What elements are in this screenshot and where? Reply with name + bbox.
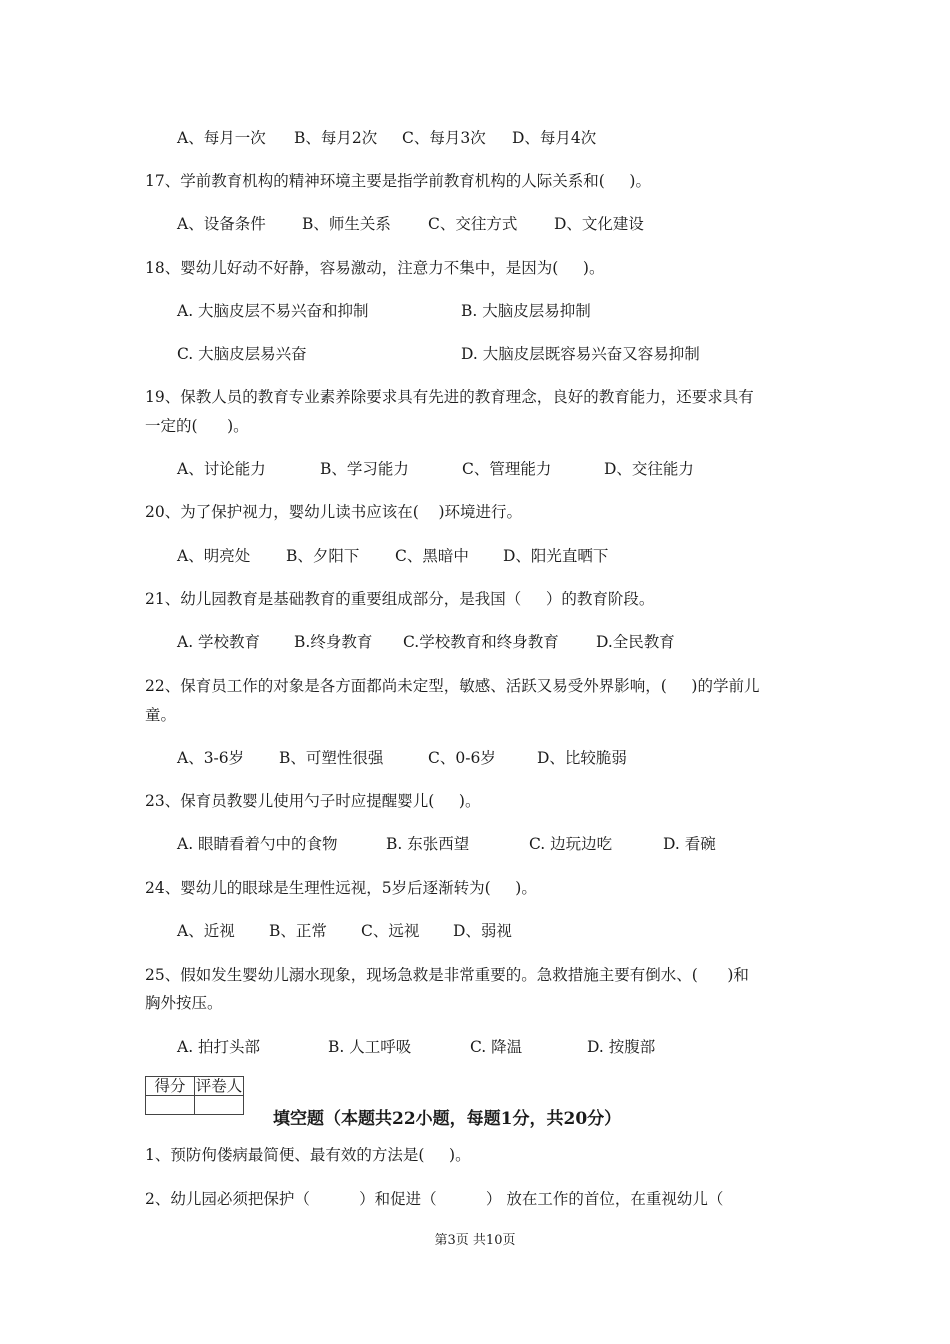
answer-option: B、夕阳下 <box>286 547 360 565</box>
answer-option: D、每月4次 <box>512 129 597 147</box>
answer-option: D、交往能力 <box>604 460 694 478</box>
question-text: 23、保育员教婴儿使用勺子时应提醒婴儿( )。 <box>145 792 481 810</box>
answer-option: A. 学校教育 <box>177 633 261 651</box>
answer-option: C、0-6岁 <box>428 749 496 767</box>
question-text: 22、保育员工作的对象是各方面都尚未定型，敏感、活跃又易受外界影响，( )的学前儿 <box>145 677 760 695</box>
answer-option: B. 人工呼吸 <box>328 1038 412 1056</box>
answer-option: C. 边玩边吃 <box>529 835 613 853</box>
question-text: 2、幼儿园必须把保护（ ）和促进（ ） 放在工作的首位，在重视幼儿（ <box>145 1190 724 1208</box>
question-text: 1、预防佝偻病最简便、最有效的方法是( )。 <box>145 1146 471 1164</box>
answer-option: D. 大脑皮层既容易兴奋又容易抑制 <box>461 345 700 363</box>
answer-option: C、每月3次 <box>402 129 486 147</box>
answer-option: A. 拍打头部 <box>177 1038 261 1056</box>
question-text: 21、幼儿园教育是基础教育的重要组成部分，是我国（ ）的教育阶段。 <box>145 590 655 608</box>
answer-option: C、交往方式 <box>428 215 518 233</box>
answer-option: D、文化建设 <box>554 215 644 233</box>
answer-option: D、阳光直晒下 <box>503 547 609 565</box>
question-text: 20、为了保护视力，婴幼儿读书应该在( )环境进行。 <box>145 503 523 521</box>
question-text-continued: 一定的( )。 <box>145 417 249 435</box>
answer-option: B、正常 <box>269 922 327 940</box>
question-text: 18、婴幼儿好动不好静，容易激动，注意力不集中，是因为( )。 <box>145 259 605 277</box>
answer-option: B、学习能力 <box>320 460 409 478</box>
answer-option: A. 大脑皮层不易兴奋和抑制 <box>177 302 369 320</box>
score-cell <box>146 1096 195 1115</box>
answer-option: A、设备条件 <box>177 215 266 233</box>
answer-option: C、黑暗中 <box>395 547 469 565</box>
answer-option: A、近视 <box>177 922 235 940</box>
question-text-continued: 胸外按压。 <box>145 994 223 1012</box>
section-title: 填空题（本题共22小题，每题1分，共20分） <box>273 1109 622 1129</box>
answer-option: B、每月2次 <box>294 129 378 147</box>
page-footer: 第3页 共10页 <box>434 1233 516 1248</box>
question-text: 25、假如发生婴幼儿溺水现象，现场急救是非常重要的。急救措施主要有倒水、( )和 <box>145 966 749 984</box>
answer-option: B、可塑性很强 <box>279 749 384 767</box>
question-text: 19、保教人员的教育专业素养除要求具有先进的教育理念，良好的教育能力，还要求具有 <box>145 388 754 406</box>
grader-label: 评卷人 <box>195 1077 243 1095</box>
answer-option: A、每月一次 <box>177 129 266 147</box>
answer-option: A. 眼睛看着勺中的食物 <box>177 835 338 853</box>
question-text: 17、学前教育机构的精神环境主要是指学前教育机构的人际关系和( )。 <box>145 172 651 190</box>
answer-option: C. 降温 <box>470 1038 523 1056</box>
question-text: 24、婴幼儿的眼球是生理性远视，5岁后逐渐转为( )。 <box>145 879 537 897</box>
score-box <box>145 1076 244 1115</box>
answer-option: A、3-6岁 <box>177 749 245 767</box>
answer-option: B、师生关系 <box>302 215 391 233</box>
answer-option: D. 看碗 <box>663 835 716 853</box>
answer-option: C、管理能力 <box>462 460 552 478</box>
grader-cell <box>195 1096 244 1115</box>
score-label: 得分 <box>146 1077 195 1096</box>
answer-option: D、弱视 <box>453 922 512 940</box>
answer-option: C.学校教育和终身教育 <box>403 633 559 651</box>
answer-option: D、比较脆弱 <box>537 749 627 767</box>
answer-option: C、远视 <box>361 922 420 940</box>
answer-option: C. 大脑皮层易兴奋 <box>177 345 307 363</box>
answer-option: D. 按腹部 <box>587 1038 656 1056</box>
answer-option: A、明亮处 <box>177 547 251 565</box>
question-text-continued: 童。 <box>145 706 177 724</box>
answer-option: D.全民教育 <box>596 633 675 651</box>
answer-option: A、讨论能力 <box>177 460 266 478</box>
answer-option: B. 东张西望 <box>386 835 470 853</box>
answer-option: B. 大脑皮层易抑制 <box>461 302 591 320</box>
answer-option: B.终身教育 <box>294 633 373 651</box>
